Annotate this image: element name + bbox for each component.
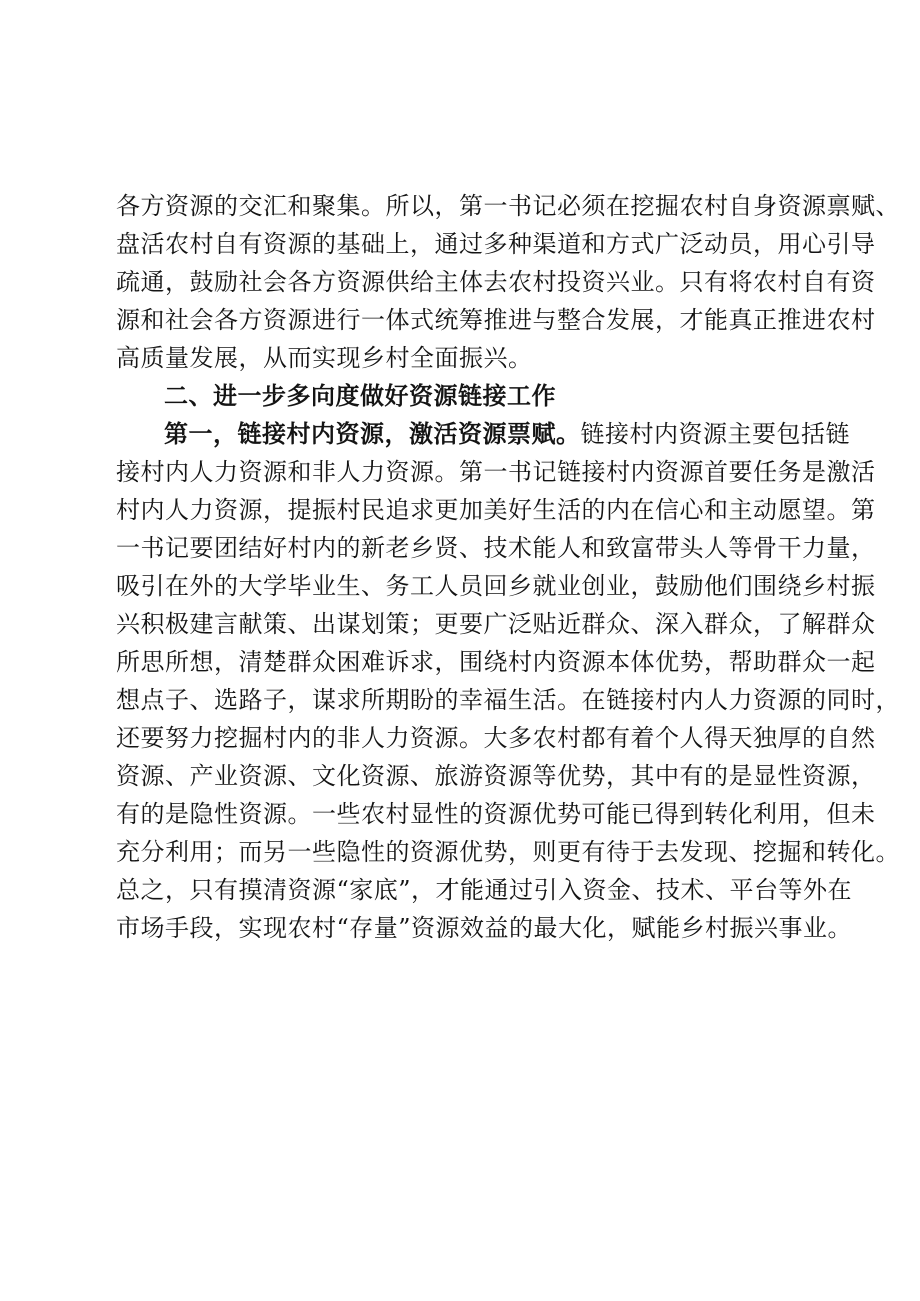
paragraph-2 [116, 415, 900, 947]
document-body [116, 187, 900, 947]
paragraph-2-line: 一书记要团结好村内的新老乡贤、技术能人和致富带头人等骨干力量， [116, 534, 876, 562]
paragraph-2-line: 市场手段，实现农村“存量”资源效益的最大化，赋能乡村振兴事业。 [116, 914, 853, 942]
paragraph-2-line: 总之，只有摸清资源“家底”，才能通过引入资金、技术、平台等外在 [116, 876, 853, 904]
paragraph-2-line: 村内人力资源，提振村民追求更加美好生活的内在信心和主动愿望。第 [116, 496, 876, 524]
paragraph-2-line: 想点子、选路子，谋求所期盼的幸福生活。在链接村内人力资源的同时， [116, 686, 900, 714]
paragraph-2-line: 有的是隐性资源。一些农村显性的资源优势可能已得到转化利用，但未 [116, 800, 876, 828]
paragraph-1-line: 源和社会各方资源进行一体式统筹推进与整合发展，才能真正推进农村 [116, 306, 876, 334]
paragraph-2-line: 资源、产业资源、文化资源、旅游资源等优势，其中有的是显性资源， [116, 762, 876, 790]
paragraph-1 [116, 187, 900, 377]
paragraph-2-line: 所思所想，清楚群众困难诉求，围绕村内资源本体优势，帮助群众一起 [116, 648, 876, 676]
paragraph-1-line: 各方资源的交汇和聚集。所以，第一书记必须在挖掘农村自身资源禀赋、 [116, 192, 900, 220]
paragraph-1-line: 疏通，鼓励社会各方资源供给主体去农村投资兴业。只有将农村自有资 [116, 268, 876, 296]
paragraph-2-line: 充分利用；而另一些隐性的资源优势，则更有待于去发现、挖掘和转化。 [116, 838, 900, 866]
paragraph-2-line: 吸引在外的大学毕业生、务工人员回乡就业创业，鼓励他们围绕乡村振 [116, 572, 876, 600]
section-heading: 二、进一步多向度做好资源链接工作 [164, 381, 556, 410]
paragraph-2-line: 还要努力挖掘村内的非人力资源。大多农村都有着个人得天独厚的自然 [116, 724, 876, 752]
paragraph-2-lead-bold: 第一，链接村内资源，激活资源票赋。 [164, 419, 581, 448]
paragraph-2-first-line [116, 415, 850, 453]
paragraph-2-lead-rest: 链接村内资源主要包括链 [580, 420, 850, 448]
paragraph-2-line: 接村内人力资源和非人力资源。第一书记链接村内资源首要任务是激活 [116, 458, 876, 486]
paragraph-1-line: 高质量发展，从而实现乡村全面振兴。 [116, 344, 533, 372]
paragraph-1-line: 盘活农村自有资源的基础上，通过多种渠道和方式广泛动员，用心引导 [116, 230, 876, 258]
paragraph-2-line: 兴积极建言献策、出谋划策；更要广泛贴近群众、深入群众，了解群众 [116, 610, 876, 638]
